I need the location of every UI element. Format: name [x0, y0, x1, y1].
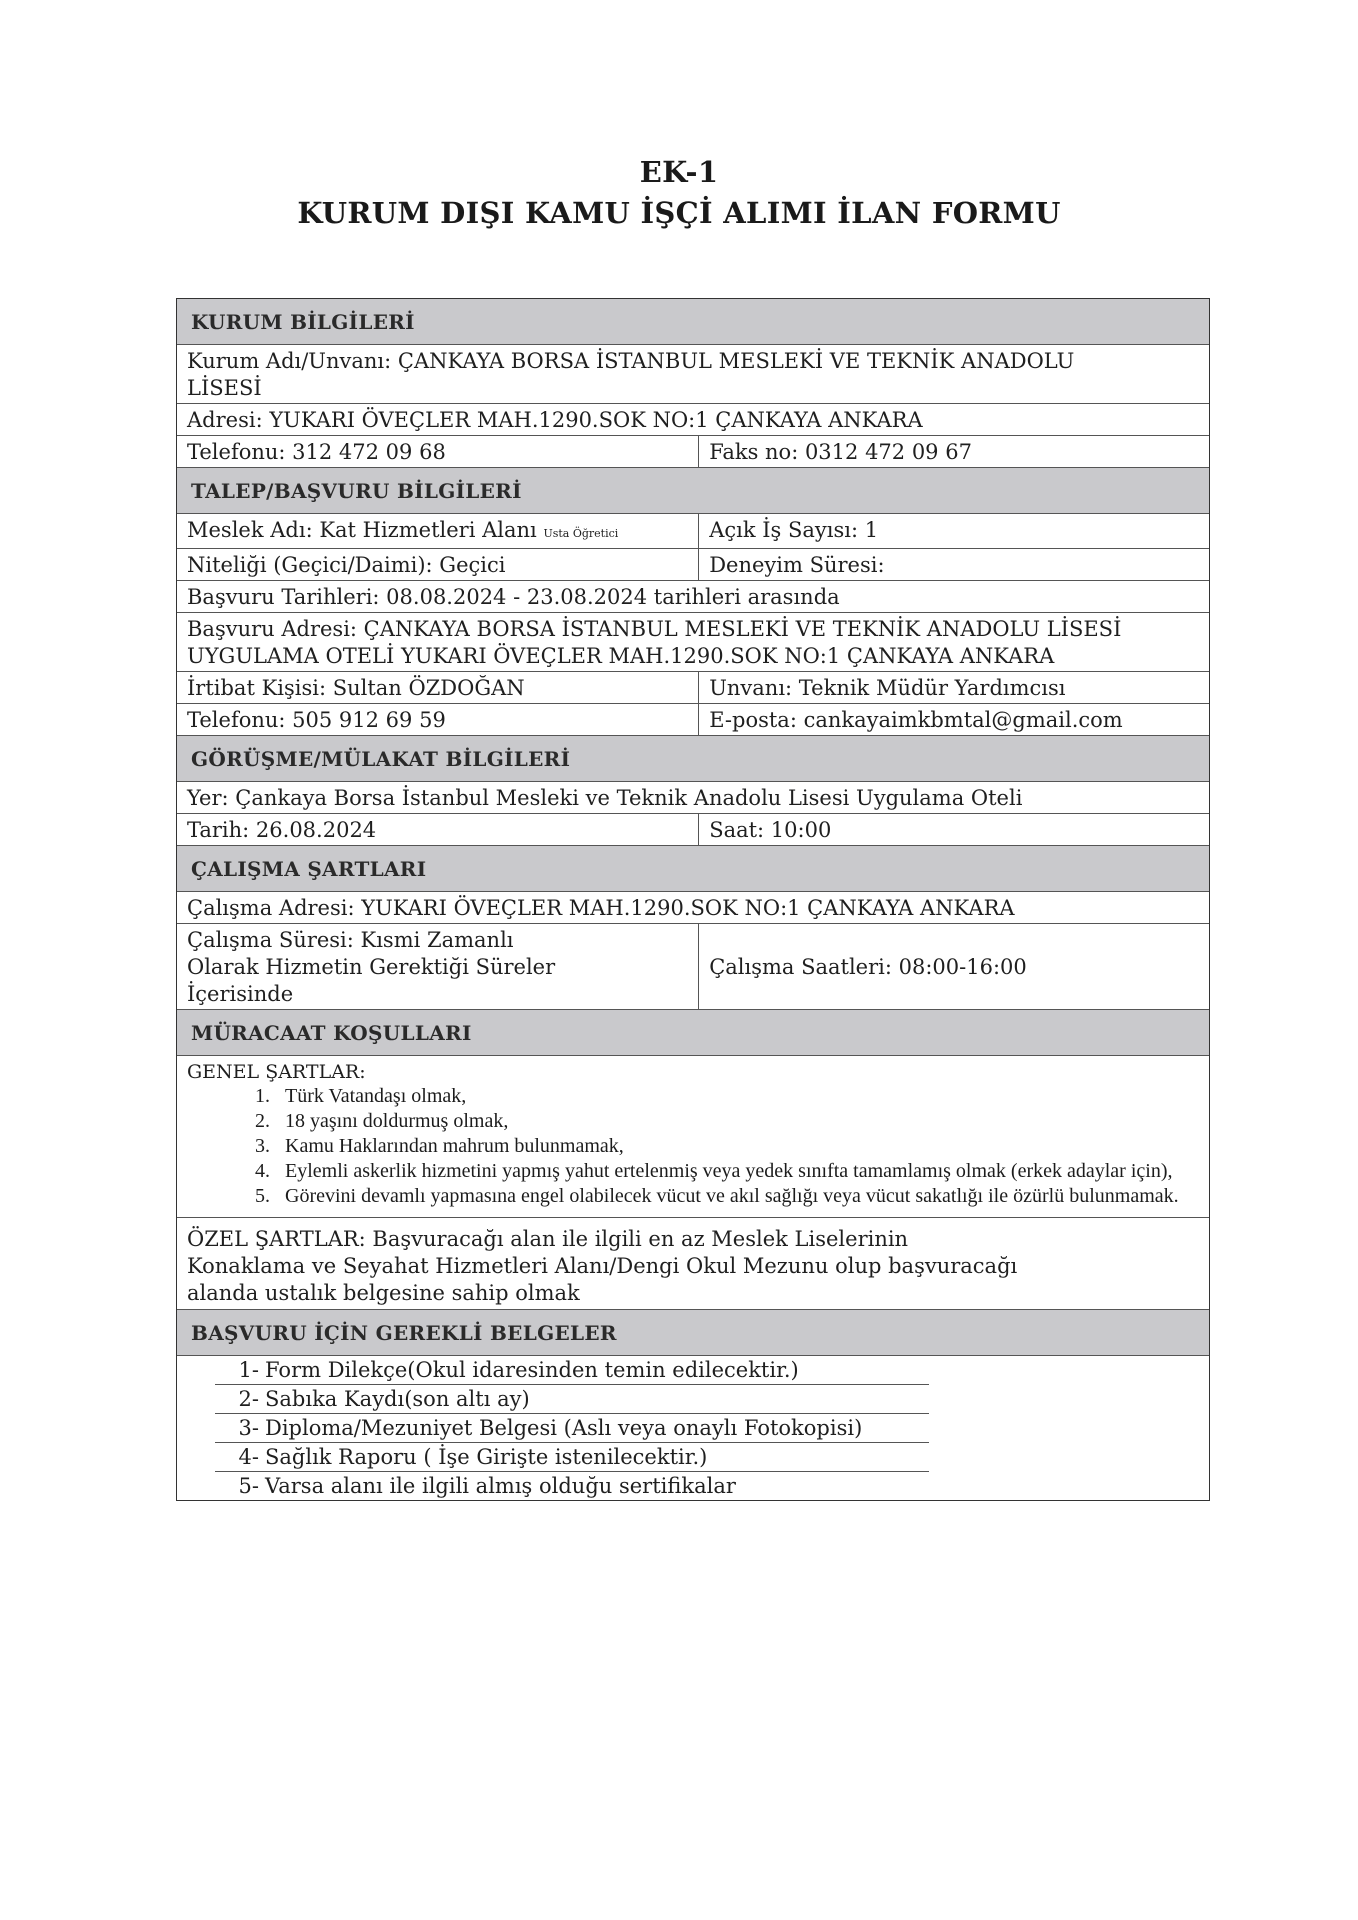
contact-title: Unvanı: Teknik Müdür Yardımcısı — [709, 676, 1066, 700]
kurum-name-row — [177, 345, 1209, 403]
document-text: Varsa alanı ile ilgili almış olduğu sertifikalar — [265, 1474, 736, 1498]
special-conditions: ÖZEL ŞARTLAR: Başvuracağı alan ile ilgili en az Meslek Liselerinin Konaklama ve Seyahat Hizmetleri Alanı/Dengi Okul Mezunu olup başvuracağı alanda ustalık belgesine sahip olmak — [187, 1227, 1018, 1305]
section-header-talep: TALEP/BAŞVURU BİLGİLERİ — [177, 467, 1209, 514]
kurum-contact-row — [177, 435, 1209, 467]
general-condition-item: 5. Görevini devamlı yapmasına engel olabilecek vücut ve akıl sağlığı veya vücut sakatlığı ile özürlü bulunmamak. — [275, 1184, 1199, 1209]
section-header-belgeler: BAŞVURU İÇİN GEREKLİ BELGELER — [177, 1309, 1209, 1356]
general-conditions — [177, 1056, 1209, 1217]
document-text: Sabıka Kaydı(son altı ay) — [265, 1387, 530, 1411]
profession-name: Meslek Adı: Kat Hizmetleri Alanı — [187, 518, 537, 542]
general-conditions-title: GENEL ŞARTLAR: — [187, 1061, 366, 1083]
nature-row — [177, 548, 1209, 580]
application-dates: Başvuru Tarihleri: 08.08.2024 - 23.08.2024 tarihleri arasında — [187, 585, 840, 609]
document-number: 3- — [238, 1416, 259, 1440]
section-header-gorusme: GÖRÜŞME/MÜLAKAT BİLGİLERİ — [177, 735, 1209, 782]
general-condition-item: 1. Türk Vatandaşı olmak, — [275, 1084, 1199, 1109]
general-conditions-list — [187, 1084, 1199, 1209]
document-title: KURUM DIŞI KAMU İŞÇİ ALIMI İLAN FORMU — [297, 196, 1061, 230]
dates-row — [177, 580, 1209, 612]
general-condition-item: 3. Kamu Haklarından mahrum bulunmamak, — [275, 1134, 1199, 1159]
contact-person: İrtibat Kişisi: Sultan ÖZDOĞAN — [177, 672, 699, 703]
contact-phone: Telefonu: 505 912 69 59 — [177, 704, 699, 735]
document-number: 2- — [238, 1387, 259, 1411]
general-condition-item: 2. 18 yaşını doldurmuş olmak, — [275, 1109, 1199, 1134]
document-text: Diploma/Mezuniyet Belgesi (Aslı veya onaylı Fotokopisi) — [265, 1416, 863, 1440]
required-document-item — [215, 1414, 929, 1443]
work-address: Çalışma Adresi: YUKARI ÖVEÇLER MAH.1290.SOK NO:1 ÇANKAYA ANKARA — [187, 896, 1015, 920]
work-hours: Çalışma Saatleri: 08:00-16:00 — [709, 955, 1027, 979]
contact-row — [177, 671, 1209, 703]
required-documents-list — [177, 1356, 1209, 1500]
section-header-calisma: ÇALIŞMA ŞARTLARI — [177, 845, 1209, 892]
required-document-item — [215, 1472, 929, 1500]
work-duration: Çalışma Süresi: Kısmi Zamanlı Olarak Hizmetin Gerektiği Süreler İçerisinde — [177, 924, 699, 1009]
kurum-address: Adresi: YUKARI ÖVEÇLER MAH.1290.SOK NO:1 ÇANKAYA ANKARA — [187, 408, 923, 432]
document-number: 4- — [238, 1445, 259, 1469]
profession-row — [177, 514, 1209, 548]
document-text: Sağlık Raporu ( İşe Girişte istenilecektir.) — [265, 1445, 708, 1469]
kurum-fax: Faks no: 0312 472 09 67 — [709, 440, 972, 464]
interview-datetime-row — [177, 813, 1209, 845]
work-address-row — [177, 892, 1209, 923]
document-number: 1- — [238, 1358, 259, 1382]
required-document-item — [215, 1356, 929, 1385]
interview-place: Yer: Çankaya Borsa İstanbul Mesleki ve Teknik Anadolu Lisesi Uygulama Oteli — [187, 786, 1023, 810]
open-jobs: Açık İş Sayısı: 1 — [709, 518, 879, 542]
application-address: Başvuru Adresi: ÇANKAYA BORSA İSTANBUL MESLEKİ VE TEKNİK ANADOLU LİSESİ UYGULAMA OTELİ YUKARI ÖVEÇLER MAH.1290.SOK NO:1 ÇANKAYA ANKARA — [187, 617, 1122, 668]
required-documents-row — [177, 1356, 1209, 1500]
kurum-name: Kurum Adı/Unvanı: ÇANKAYA BORSA İSTANBUL MESLEKİ VE TEKNİK ANADOLU LİSESİ — [187, 349, 1075, 400]
work-duration-row — [177, 923, 1209, 1009]
contact-phone-row — [177, 703, 1209, 735]
required-document-item — [215, 1385, 929, 1414]
document-number: 5- — [238, 1474, 259, 1498]
kurum-address-row — [177, 403, 1209, 435]
section-header-muracaat: MÜRACAAT KOŞULLARI — [177, 1009, 1209, 1056]
interview-date: Tarih: 26.08.2024 — [177, 814, 699, 845]
interview-place-row — [177, 782, 1209, 813]
section-header-kurum: KURUM BİLGİLERİ — [177, 298, 1209, 345]
job-nature: Niteliği (Geçici/Daimi): Geçici — [177, 549, 699, 580]
interview-time: Saat: 10:00 — [709, 818, 832, 842]
general-conditions-row — [177, 1056, 1209, 1217]
kurum-phone: Telefonu: 312 472 09 68 — [177, 436, 699, 467]
experience: Deneyim Süresi: — [709, 553, 885, 577]
required-document-item — [215, 1443, 929, 1472]
document-text: Form Dilekçe(Okul idaresinden temin edilecektir.) — [265, 1358, 799, 1382]
announcement-form — [176, 298, 1210, 1501]
general-condition-item: 4. Eylemli askerlik hizmetini yapmış yahut ertelenmiş veya yedek sınıfta tamamlamış olmak (erkek adaylar için), — [275, 1159, 1199, 1184]
special-conditions-row — [177, 1217, 1209, 1309]
profession — [177, 514, 699, 548]
profession-subtitle: Usta Öğretici — [543, 527, 619, 540]
contact-email: E-posta: cankayaimkbmtal@gmail.com — [709, 708, 1123, 732]
document-code: EK-1 — [639, 155, 719, 189]
application-address-row — [177, 612, 1209, 671]
